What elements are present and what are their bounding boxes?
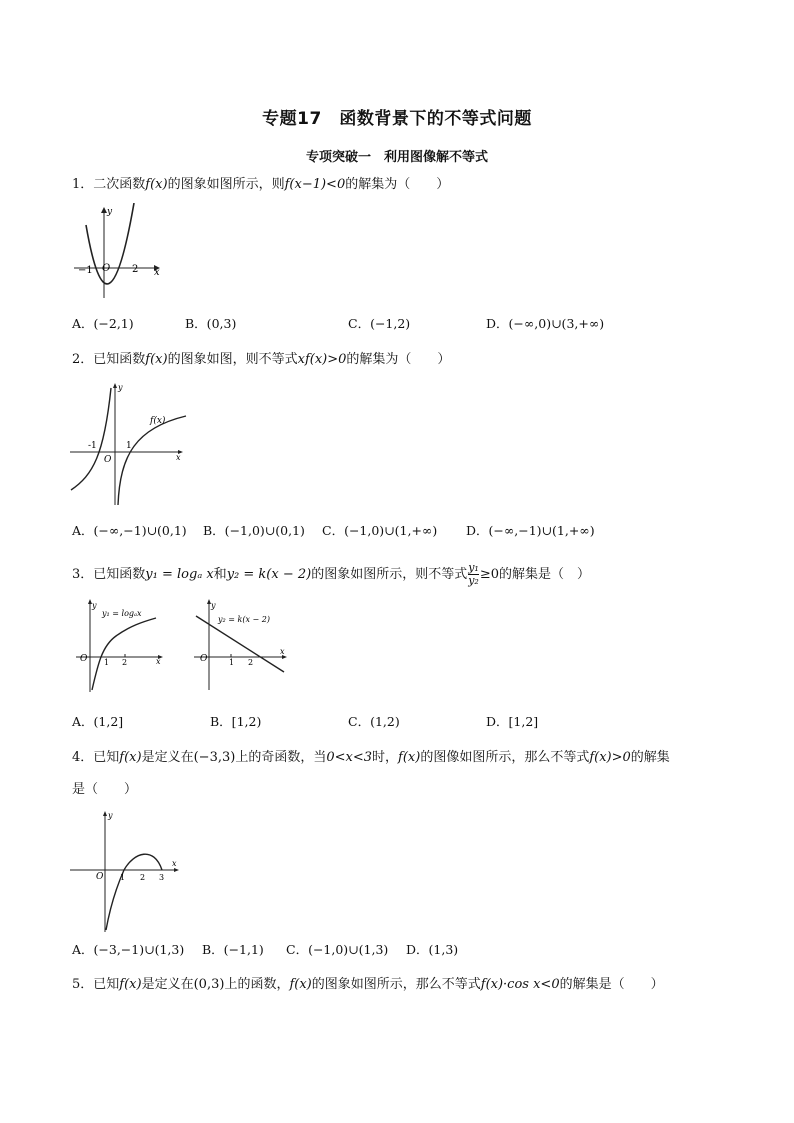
option-d[interactable]: D．(−∞,0)∪(3,+∞) [486, 316, 605, 331]
option-d[interactable]: D．[1,2] [486, 714, 539, 729]
math-expr: f(x) [398, 750, 421, 765]
tick-label: -1 [88, 441, 97, 451]
math-expr: ≥0 [479, 567, 499, 582]
math-expr: xf(x)>0 [297, 352, 347, 367]
x-label: x [176, 453, 181, 462]
question-3 [72, 562, 590, 587]
question-text: 的解集是（ ） [559, 977, 664, 992]
tick-label: 3 [159, 873, 165, 882]
question-text: 的图象如图，则不等式 [167, 352, 298, 367]
odd-function-graph [68, 808, 184, 934]
y-label: y [108, 811, 113, 820]
option-b[interactable]: B．(−1,0)∪(0,1) [203, 523, 305, 538]
option-b[interactable]: B．(−1,1) [202, 942, 264, 957]
math-expr: (−3,3) [193, 750, 236, 765]
question-text: 的解集为（ ） [346, 352, 451, 367]
tick-label: 1 [229, 658, 235, 667]
math-expr: f(x) [289, 977, 312, 992]
option-d[interactable]: D．(−∞,−1)∪(1,+∞) [466, 523, 595, 538]
origin-label: O [102, 263, 111, 274]
math-expr: y₁ = logₐ x [145, 567, 214, 582]
math-expr: f(x) [119, 750, 142, 765]
log-curve [92, 618, 156, 690]
origin-label: O [96, 872, 104, 882]
question-text: 的解集 [630, 750, 670, 765]
origin-label: O [200, 654, 208, 664]
section-subtitle: 专项突破一 利用图像解不等式 [305, 150, 488, 165]
tick-label: −1 [78, 265, 93, 276]
option-c[interactable]: C．(1,2) [348, 714, 400, 729]
question-5 [72, 975, 664, 995]
question-text: 是定义在 [141, 977, 194, 992]
option-c[interactable]: C．(−1,2) [348, 316, 411, 331]
origin-label: O [80, 654, 88, 664]
question-text: 二次函数 [93, 177, 146, 192]
math-expr: f(x) [145, 352, 168, 367]
reciprocal-graph [68, 380, 190, 508]
page-title: 专题17 函数背景下的不等式问题 [262, 109, 532, 129]
option-a[interactable]: A．(−∞,−1)∪(0,1) [72, 523, 187, 538]
math-expr: f(x)·cos x<0 [480, 977, 560, 992]
option-b[interactable]: B．[1,2) [210, 714, 262, 729]
option-c[interactable]: C．(−1,0)∪(1,+∞) [322, 523, 438, 538]
question-text: 上的函数， [224, 977, 290, 992]
question-number: 2． [72, 352, 94, 367]
tick-label: 1 [120, 873, 126, 882]
question-text: 是定义在 [141, 750, 194, 765]
tick-label: 1 [104, 658, 110, 667]
y-label: y [118, 383, 123, 392]
x-label: x [154, 267, 160, 278]
tick-label: 2 [248, 658, 254, 667]
math-expr: (0,3) [193, 977, 225, 992]
y-label: y [92, 601, 97, 610]
option-a[interactable]: A．(−2,1) [72, 316, 134, 331]
question-number: 5． [72, 977, 94, 992]
math-expr: f(x−1)<0 [284, 177, 346, 192]
question-text: 的图象如图所示，则 [167, 177, 285, 192]
math-expr: f(x) [119, 977, 142, 992]
question-text: 已知函数 [93, 567, 146, 582]
curve-label: y₁ = logₐx [102, 609, 142, 618]
x-label: x [172, 859, 177, 868]
option-d[interactable]: D．(1,3) [406, 942, 459, 957]
question-text: 的解集为（ ） [345, 177, 450, 192]
fraction-numerator: y₁ [468, 561, 479, 574]
question-4 [72, 748, 670, 768]
option-c[interactable]: C．(−1,0)∪(1,3) [286, 942, 389, 957]
y-label: y [211, 601, 216, 610]
function-curve [106, 854, 165, 930]
left-branch [71, 388, 111, 490]
question-number: 1． [72, 177, 94, 192]
question-number: 3． [72, 567, 94, 582]
question-text: 已知 [93, 750, 120, 765]
y-label: y [107, 207, 113, 217]
question-number: 4． [72, 750, 94, 765]
question-4-line2: 是（ ） [72, 782, 138, 797]
x-label: x [280, 647, 285, 656]
question-text: 已知函数 [93, 352, 146, 367]
option-b[interactable]: B．(0,3) [185, 316, 237, 331]
x-label: x [156, 657, 161, 666]
line-graph [192, 598, 292, 694]
curve-label: y₂ = k(x − 2) [218, 615, 270, 624]
question-text: 和 [213, 567, 227, 582]
question-2 [72, 350, 450, 370]
parabola-graph [74, 203, 166, 299]
log-graph [72, 598, 168, 694]
tick-label: 1 [126, 441, 132, 451]
fraction-denominator: y₂ [468, 574, 479, 587]
math-expr: f(x)>0 [589, 750, 631, 765]
question-text: 的图象如图所示，则不等式 [311, 567, 468, 582]
option-a[interactable]: A．(1,2] [72, 714, 124, 729]
question-text: 的解集是（ ） [499, 567, 591, 582]
tick-label: 2 [132, 264, 139, 275]
math-expr: y₂ = k(x − 2) [226, 567, 312, 582]
math-expr: f(x) [145, 177, 168, 192]
question-text: 的图像如图所示，那么不等式 [420, 750, 590, 765]
tick-label: 2 [122, 658, 128, 667]
question-text: 时， [372, 750, 399, 765]
question-text: 的图象如图所示，那么不等式 [311, 977, 481, 992]
origin-label: O [104, 455, 112, 465]
question-text: 已知 [93, 977, 120, 992]
fraction [468, 562, 479, 587]
question-1 [72, 175, 449, 195]
math-expr: 0<x<3 [326, 750, 373, 765]
option-a[interactable]: A．(−3,−1)∪(1,3) [72, 942, 185, 957]
curve-label: f(x) [150, 416, 166, 426]
question-text: 上的奇函数，当 [235, 750, 327, 765]
tick-label: 2 [140, 873, 146, 882]
